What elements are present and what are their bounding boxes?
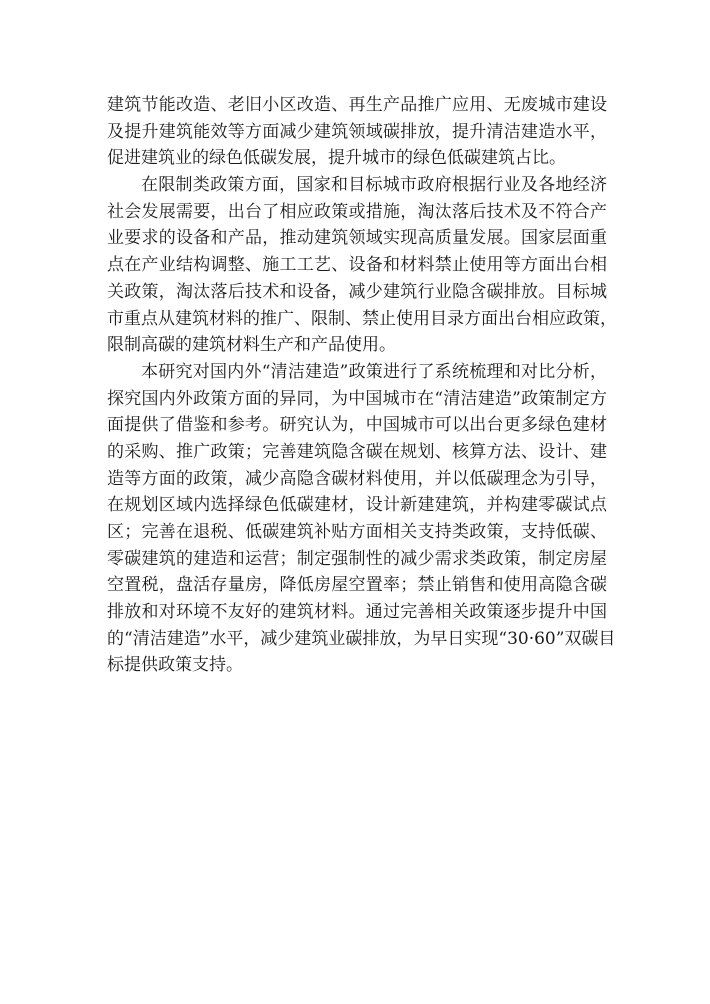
text-line: 标提供政策支持。 [107,655,243,676]
text-line: 造等方面的政策，减少高隐含碳材料使用，并以低碳理念为引导， [107,468,607,489]
paragraph [107,359,616,679]
text-line: 空置税，盘活存量房，降低房屋空置率；禁止销售和使用高隐含碳 [107,575,607,596]
text-line: 业要求的设备和产品，推动建筑领域实现高质量发展。国家层面重 [107,228,607,249]
paragraph [107,92,607,172]
text-line: 促进建筑业的绿色低碳发展，提升城市的绿色低碳建筑占比。 [107,148,566,169]
text-line: 的采购、推广政策；完善建筑隐含碳在规划、核算方法、设计、建 [107,441,607,462]
text-line: 在限制类政策方面，国家和目标城市政府根据行业及各地经济 [141,175,607,196]
text-line: 市重点从建筑材料的推广、限制、禁止使用目录方面出台相应政策， [107,308,617,329]
text-line: 排放和对环境不友好的建筑材料。通过完善相关政策逐步提升中国 [107,602,607,623]
text-line: 关政策，淘汰落后技术和设备，减少建筑行业隐含碳排放。目标城 [107,281,607,302]
text-line: 零碳建筑的建造和运营；制定强制性的减少需求类政策，制定房屋 [107,548,607,569]
text-line: 面提供了借鉴和参考。研究认为，中国城市可以出台更多绿色建材 [107,415,607,436]
text-line: 社会发展需要，出台了相应政策或措施，淘汰落后技术及不符合产 [107,201,607,222]
text-line: 的“清洁建造”水平，减少建筑业碳排放，为早日实现“30·60”双碳目 [107,628,616,649]
paragraph [107,172,617,359]
text-line: 在规划区域内选择绿色低碳建材，设计新建建筑，并构建零碳试点 [107,495,607,516]
text-line: 本研究对国内外“清洁建造”政策进行了系统梳理和对比分析， [141,361,607,382]
text-line: 限制高碳的建筑材料生产和产品使用。 [107,335,396,356]
body-text [107,92,617,679]
text-line: 区；完善在退税、低碳建筑补贴方面相关支持类政策，支持低碳、 [107,522,607,542]
text-line: 建筑节能改造、老旧小区改造、再生产品推广应用、无废城市建设 [107,95,607,115]
text-line: 及提升建筑能效等方面减少建筑领域碳排放，提升清洁建造水平， [107,121,607,142]
text-line: 探究国内外政策方面的异同，为中国城市在“清洁建造”政策制定方 [107,388,607,409]
text-line: 点在产业结构调整、施工工艺、设备和材料禁止使用等方面出台相 [107,255,607,276]
